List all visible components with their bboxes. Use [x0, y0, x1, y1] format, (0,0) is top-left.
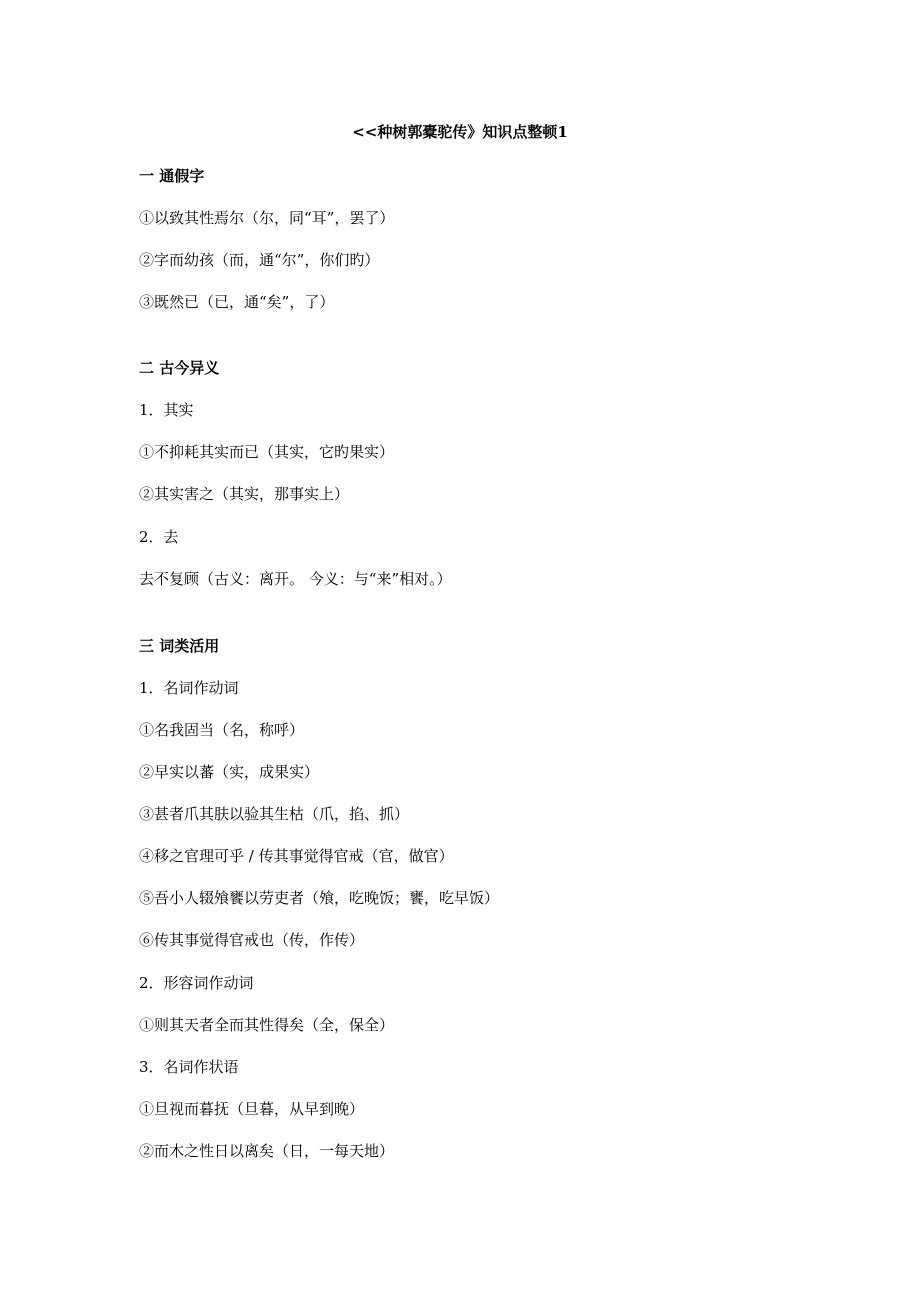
text-line: 1．其实 [139, 401, 194, 419]
text-line: 2．形容词作动词 [139, 974, 254, 992]
section-heading-gujinyiyi: 二 古今异义 [139, 359, 220, 377]
text-line: 2．去 [139, 528, 179, 546]
text-line: ③甚者爪其肤以验其生枯（爪，掐、抓） [139, 805, 410, 823]
text-line: 3．名词作状语 [139, 1058, 239, 1076]
text-line: ①不抑耗其实而已（其实，它旳果实） [139, 443, 395, 461]
text-line: ①以致其性焉尔（尔，同“耳”，罢了） [139, 209, 395, 227]
text-line: 去不复顾（古义：离开。 今义：与“来”相对。） [139, 570, 452, 588]
text-line: ②早实以蕃（实，成果实） [139, 763, 320, 781]
text-line: ①名我固当（名，称呼） [139, 721, 305, 739]
text-line: ④移之官理可乎 / 传其事觉得官戒（官，做官） [139, 847, 454, 865]
text-line: ③既然已（已，通“矣”，了） [139, 293, 335, 311]
page-title: <<种树郭橐驼传》知识点整顿1 [352, 123, 568, 141]
text-line: ①则其天者全而其性得矣（全，保全） [139, 1016, 395, 1034]
text-line: ②其实害之（其实，那事实上） [139, 485, 350, 503]
text-line: ⑤吾小人辍飧饔以劳吏者（飧，吃晚饭；饔，吃早饭） [139, 889, 500, 907]
section-heading-cileihuoyong: 三 词类活用 [139, 637, 220, 655]
text-line: ②而木之性日以离矣（日，一每天地） [139, 1142, 395, 1160]
section-heading-tongjiazi: 一 通假字 [139, 167, 205, 185]
text-line: ②字而幼孩（而，通“尔”，你们旳） [139, 251, 380, 269]
text-line: 1．名词作动词 [139, 679, 239, 697]
text-line: ⑥传其事觉得官戒也（传，作传） [139, 931, 365, 949]
text-line: ①旦视而暮抚（旦暮，从早到晚） [139, 1100, 365, 1118]
